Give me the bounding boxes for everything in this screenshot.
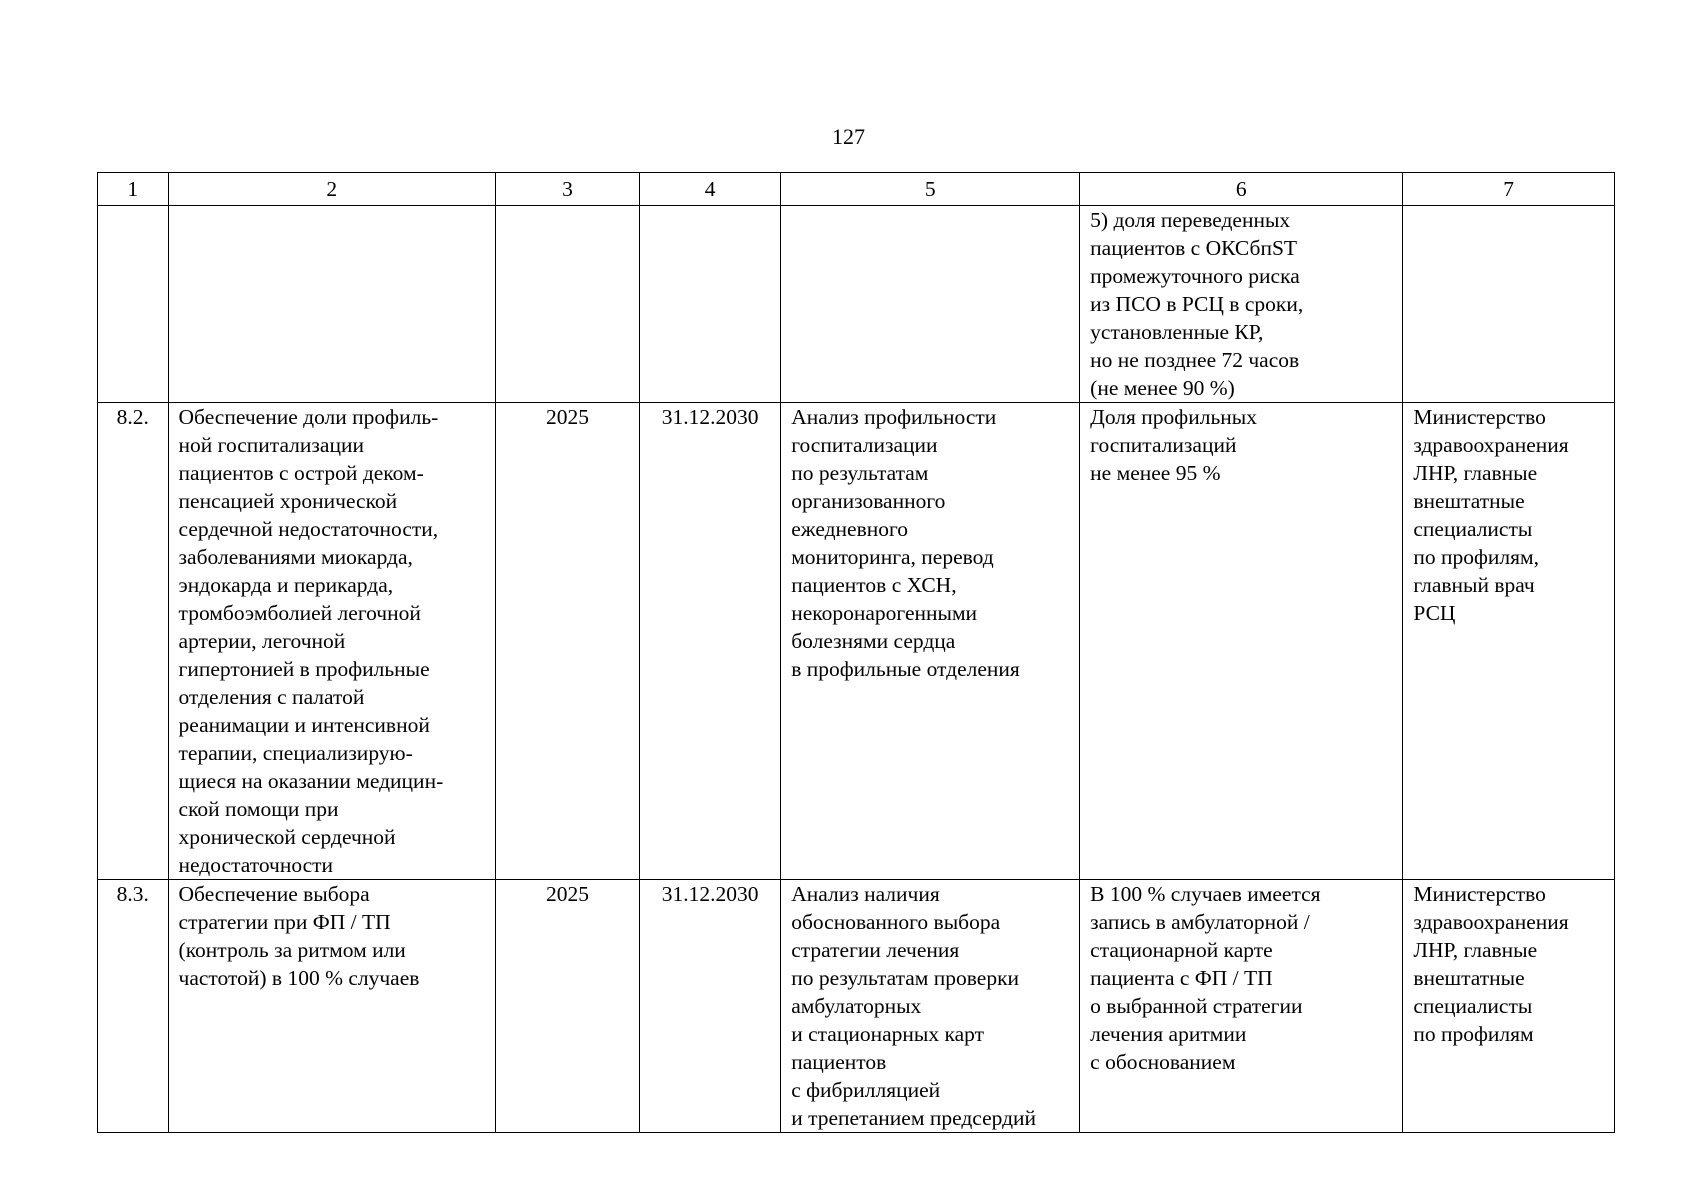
start-year-cell: 2025	[495, 403, 639, 880]
table-row	[98, 206, 1615, 403]
page-number: 127	[832, 124, 865, 149]
measure-cell: Обеспечение выбора стратегии при ФП / ТП (контроль за ритмом или частотой) в 100 % случаев	[168, 880, 495, 1133]
description-cell: Анализ профильности госпитализации по результатам организованного ежедневного мониторинга, перевод пациентов с ХСН, некоронарогенными болезнями сердца в профильные отделения	[781, 403, 1080, 880]
description-cell	[781, 206, 1080, 403]
start-year-cell	[495, 206, 639, 403]
column-header: 1	[98, 173, 169, 206]
result-cell: Доля профильных госпитализаций не менее 95 %	[1080, 403, 1403, 880]
column-header: 4	[640, 173, 781, 206]
column-header: 3	[495, 173, 639, 206]
start-year-cell: 2025	[495, 880, 639, 1133]
column-header: 2	[168, 173, 495, 206]
plan-table	[97, 172, 1615, 1133]
description-cell: Анализ наличия обоснованного выбора стратегии лечения по результатам проверки амбулаторных и стационарных карт пациентов с фибрилляцией и трепетанием предсердий	[781, 880, 1080, 1133]
measure-cell: Обеспечение доли профиль- ной госпитализации пациентов с острой деком- пенсацией хронической сердечной недостаточности, заболеваниями миокарда, эндокарда и перикарда, тромбоэмболией легочной артерии, легочной гипертонией в профильные отделения с палатой реанимации и интенсивной терапии, специализирую- щиеся на оказании медицин- ской помощи при хронической сердечной недостаточности	[168, 403, 495, 880]
end-date-cell	[640, 206, 781, 403]
column-header: 6	[1080, 173, 1403, 206]
measure-cell	[168, 206, 495, 403]
result-cell: 5) доля переведенных пациентов с ОКСбпST промежуточного риска из ПСО в РСЦ в сроки, установленные КР, но не позднее 72 часов (не менее 90 %)	[1080, 206, 1403, 403]
item-number-cell: 8.2.	[98, 403, 169, 880]
result-cell: В 100 % случаев имеется запись в амбулаторной / стационарной карте пациента с ФП / ТП о выбранной стратегии лечения аритмии с обоснованием	[1080, 880, 1403, 1133]
responsible-cell	[1403, 206, 1615, 403]
item-number-cell	[98, 206, 169, 403]
item-number-cell: 8.3.	[98, 880, 169, 1133]
responsible-cell: Министерство здравоохранения ЛНР, главные внештатные специалисты по профилям, главный врач РСЦ	[1403, 403, 1615, 880]
table-row	[98, 403, 1615, 880]
table-row	[98, 880, 1615, 1133]
end-date-cell: 31.12.2030	[640, 880, 781, 1133]
table-header-row	[98, 173, 1615, 206]
end-date-cell: 31.12.2030	[640, 403, 781, 880]
responsible-cell: Министерство здравоохранения ЛНР, главные внештатные специалисты по профилям	[1403, 880, 1615, 1133]
column-header: 5	[781, 173, 1080, 206]
column-header: 7	[1403, 173, 1615, 206]
